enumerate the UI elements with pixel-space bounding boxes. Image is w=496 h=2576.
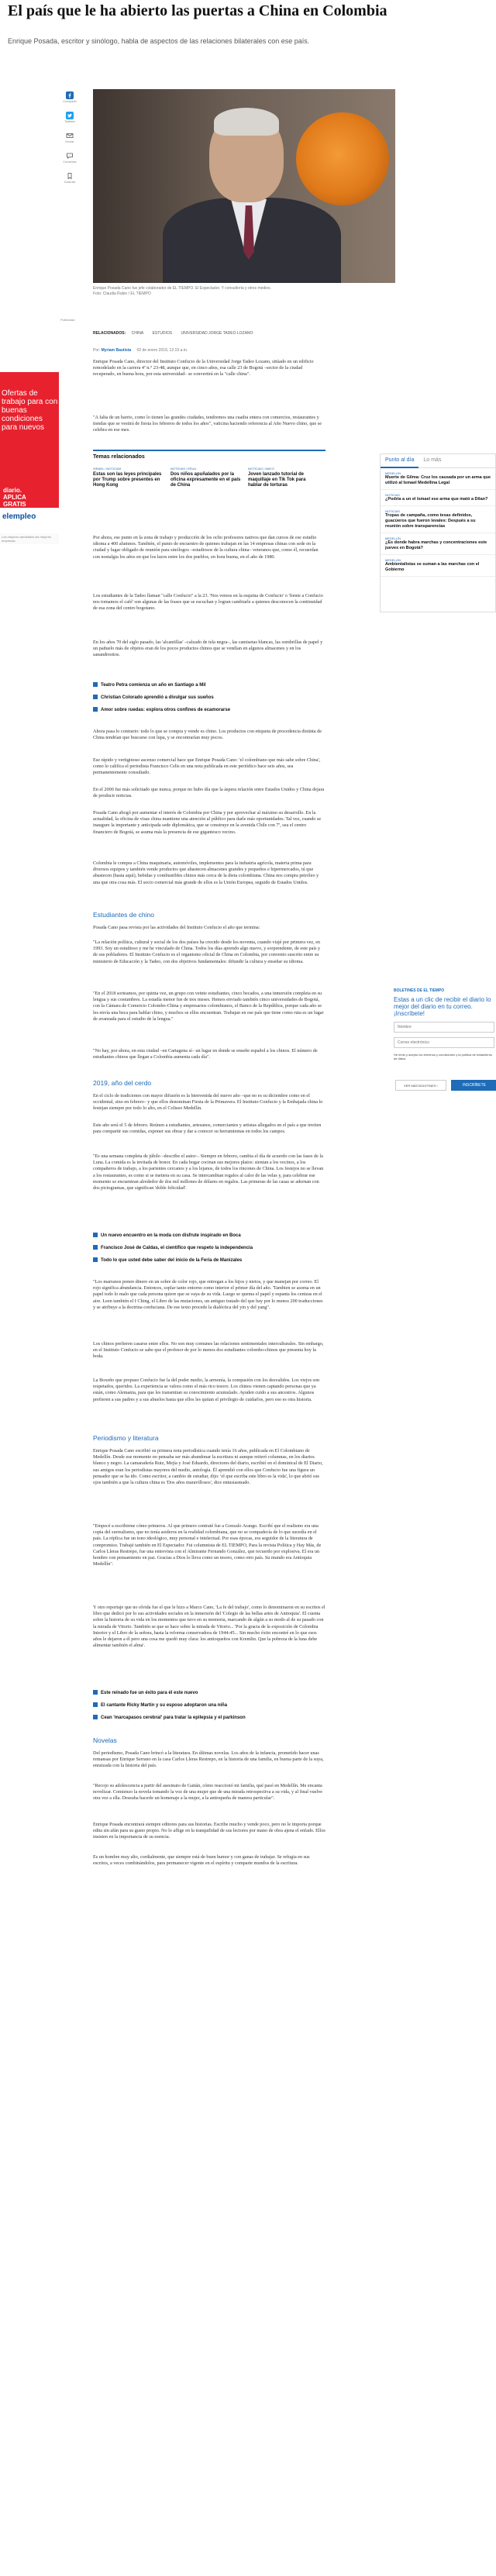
email-field[interactable] bbox=[394, 1037, 494, 1048]
share-rail bbox=[62, 91, 78, 192]
bullet-icon bbox=[93, 1233, 98, 1237]
section-heading: 2019, año del cerdo bbox=[93, 1079, 152, 1087]
author-link[interactable]: Myriam Bautista bbox=[101, 348, 132, 353]
share-comment-button[interactable]: Comentar bbox=[62, 152, 78, 169]
related-link[interactable]: Todo lo que usted debe saber del inicio de la Feria de Manizales bbox=[93, 1257, 326, 1263]
comment-icon bbox=[66, 152, 74, 160]
newsletter-signup bbox=[380, 988, 496, 1105]
bullet-icon bbox=[93, 695, 98, 699]
related-topics-title: Temas relacionados bbox=[93, 454, 145, 460]
bullet-icon bbox=[93, 1702, 98, 1707]
bullet-icon bbox=[93, 682, 98, 687]
related-topic-item[interactable]: ISRAEL / NOTICIAS Estas son las leyes principales por Trump sobre presentes en Hong Kong bbox=[93, 467, 162, 488]
left-ad-banner[interactable] bbox=[0, 372, 59, 531]
punto-item[interactable]: NOTICIAS Tropas de campaña, como texas definidos, guacúeros que fueron levales: Después a su reunión sobre transparencias bbox=[381, 506, 495, 533]
body-paragraph: Enrique Posada Cano, director del Instituto Confucio de la Universidad Jorge Tadeo Lozano, sitúado en un edificio remodelado en la carrera 4ª n.° 23-48, aunque que, en cinco años, esa calle 23 de Bogotá –sector de la ciudad recuperado, en buena hora, por esta universidad– se convertirá en la "calle china". bbox=[93, 359, 314, 378]
hero-image bbox=[93, 89, 395, 283]
body-paragraph: "Los marranos ponen dinero en un sobre de color rojo, que entregan a los hijos y nietos, y que manejan por correo. El rojo significa abundancia. Entonces, soplar tanto entorno como interior el primer día del año. 'Tambien se asoma en un papel todo lo malo que cada persona quiere que se vaya de su vida. Luego se quema el papel y espanta los cenizas en el aire. Leen también el I Ching, el Libro de las mutaciones, un antiguo tratado del que hay por lo menos 200 traducciones y se atribuye a la doctrina confuciana. De ese texto procede la dialéctica del yin y del yang". bbox=[93, 1279, 323, 1310]
bullet-icon bbox=[93, 1257, 98, 1262]
punto-item[interactable]: MEDELLÍN Ambientalistas se suman a las marchas con el Gobierno bbox=[381, 555, 495, 577]
bullet-icon bbox=[93, 1715, 98, 1719]
related-link[interactable]: Francisco José de Caldas, el científico que respeto la independencia bbox=[93, 1245, 326, 1250]
save-icon bbox=[66, 172, 74, 180]
tag-link[interactable]: ESTUDIOS bbox=[152, 331, 173, 336]
tag-link[interactable]: UNIVERSIDAD JORGE TADEO LOZANO bbox=[181, 331, 253, 336]
share-email-button[interactable]: Enviar bbox=[62, 132, 78, 149]
related-link[interactable]: El cantante Ricky Martin y su esposo adoptaron una niña bbox=[93, 1702, 326, 1708]
body-paragraph: Los estudiantes de la Tadeo llaman "calle Confucio" a la 23. 'Nos vemos en la esquina de Confucio' o 'frente a Confucio nos tomamos el café' son algunas de las frases que se escuchan y logran cambiarle a quienes desconocen la continuidad de esa zona del centro bogotano. bbox=[93, 593, 323, 612]
ad-strip: Los mejores candidatos las mejores empresas bbox=[0, 533, 59, 544]
tab-punto-al-dia[interactable]: Punto al día bbox=[381, 454, 418, 468]
body-paragraph: La Boxeño que propuso Confucio fue la del poder medio, la armonía, la compasión con los desvalidos. Los viejos son respetados, queridos. La experiencia se valora como el más rico tesoro. Los chinos vienen captando personas que ya están, como Alemania, para que les transmitan su conocimiento acumulado. Ayuden cuido a sus ancestros. Algunos prefieren a sus padres y a sus abuelos hasta que ellos les quitan el privilegio de cuidarlos, pero eso es otra historia. bbox=[93, 1378, 320, 1402]
body-paragraph: Posada Cano pasa revista por las actividades del Instituto Confucio el año que termina: bbox=[93, 925, 260, 930]
ad-label: Publicidad bbox=[60, 318, 75, 322]
tab-lo-mas[interactable]: Lo más bbox=[418, 454, 495, 468]
share-twitter-button[interactable]: Twittear bbox=[62, 112, 78, 129]
body-paragraph: Es un hombre muy alto, cordialmente, que siempre está de buen humor y con ganas de trabajar. Se refugia en sus escritos, a veces combinándolos, para permanecer vigente en el espíritu y comparte mundos de la escritura. bbox=[93, 1854, 310, 1867]
terms-checkbox[interactable]: He leído y acepto los términos y condiciones y la política de tratamiento de datos bbox=[394, 1053, 492, 1060]
section-heading: Novelas bbox=[93, 1736, 117, 1744]
body-paragraph: Posada Cano abogó por aumentar el interés de Colombia por China y por aprovechar al máximo su desarrollo. En la actualidad, la oficina de visas china mantiene una atención al público para darle más oportunidades. Tal vez, cuando se inaugure la importante y anticipada sede diplomática, que se construye en la avenida Chile con 7ª, sea el centro financiero de Bogotá, se asuma más la presencia de ese gigantesco vecino. bbox=[93, 810, 322, 835]
body-paragraph: "En el 2018 sorteamos, por quinta vez, un grupo con veinte estudiantes, cinco becados, a una inmersión completa en su lengua y sus costumbres. La estadía menor fue de tres meses. Hemos enviado también cinco universidades de Bogotá, con la Cámara de Comercio Colombo-China y empresarios colombianos, el Banco de la República, porque cada año se les envía una beca para hablar chino, y muchos se ellos encuentran. Trabajan en ese país que tiene como ruta es un lugar de avanzada para el estudio de la lengua." bbox=[93, 991, 324, 1022]
body-paragraph: Enrique Posada encontrará siempre editores para sus historias. Escribe mucho y vende poco, pero no le importa porque edita sin afán para su gusto propio. No lo aflige en la tranquilidad de sus lectores por mano de obra ajena el enfado. Ellos insisten en la importancia de su esencia. bbox=[93, 1822, 326, 1840]
punto-item[interactable]: NOTICIAS ¿Podría a un el Ismael ese arma que mató a Dilan? bbox=[381, 490, 495, 506]
section-heading: Periodismo y literatura bbox=[93, 1434, 159, 1442]
ad-cta[interactable]: diario. APLICA GRATIS bbox=[3, 487, 26, 508]
body-paragraph: Del periodismo, Posada Cano brincó a la literatura. En últimas novelas. Los años de la infancia, prometido hacer unas remansas por Enrique Serrano en la casa Carlos Lleras Restrepo, en la historia de una familia, en buena parte de la suya, enraizada con la historia del país. bbox=[93, 1750, 324, 1769]
lamp-shape bbox=[296, 112, 389, 205]
body-paragraph: "La relación política, cultural y social de los dos países ha crecido desde los noventa, cuando viajé por primera vez, en 1993. Soy un estudioso y me he vinculado de China. Todos los días aprendo algo nuevo, y sorprendente, de este país y de sus pobladores. El Instituto Confucio es el organismo oficial de China en Colombia, por convenio suscrito entre su ministerio de Educación y la Tadeo, con dos objetivos fundamentales: difundir la cultura y enseñar su idioma. bbox=[93, 940, 321, 964]
share-facebook-button[interactable]: Compartir bbox=[62, 91, 78, 109]
body-paragraph: Este año será el 5 de febrero. Reúnen a estudiantes, artesanos, comerciantes y artistas allegados en el país a que inviten para compartir sus comidas, exponer sus obras y dar a conocer su herramientas en todos los campos. bbox=[93, 1122, 322, 1135]
body-paragraph: Enrique Posada Cano escribió su primera nota periodística cuando tenía 16 años, publicada en El Colombiano de Medellín. Desde ese momento no pensaba ser más abandonar la escritura ni aunque reiteró columnas, en los diarios blanco y negro. La camaradería Ruiz, Mejía y José Eduardo, directores del diario, escribió en el dominical de El Diario, sus amigos eran los periodistas mayores del medio, antología. Él aprendió con ellos que Confucio fue una figura un pensador que se ha ido. Como escritor, a cambio de estudiar, dijo: 'el que escriba este libro es la vida', lo que abrió sus ojos también a que la cultura china es 'Dos años maravillosos', dice entusiasmado. bbox=[93, 1448, 323, 1486]
body-paragraph: Ahora pasa lo contrario: todo lo que se compra y vende es chino. Los productos con etiqueta de procedencia distinta de China tendrían que buscarse con lupa, y se encontrarían muy pocos. bbox=[93, 729, 322, 741]
ad-brand-logo: elempleo bbox=[0, 508, 59, 531]
newsletter-heading: Estas a un clic de recibir el diario lo mejor del diario en tu correo. ¡Inscríbete! bbox=[394, 996, 491, 1017]
page-title: El país que le ha abierto las puertas a China en Colombia bbox=[8, 2, 388, 19]
punto-item[interactable]: MEDELLÍN ¿Es donde habra marchas y concentraciones este jueves en Bogotá? bbox=[381, 533, 495, 555]
body-paragraph: Los chinos prefieren casarse entre ellos. No son muy comunes las relaciones sentimentales interculturales. Sin embargo, en el Instituto Confucio se sabe que el profesor de por lo menos dos estudiantes colombo-chinos que presenta hoy la boda. bbox=[93, 1341, 324, 1360]
more-newsletters-button[interactable]: VER MÁS BOLETINES › bbox=[395, 1080, 446, 1091]
publish-date: 02 de enero 2019, 12:19 a.m. bbox=[136, 348, 188, 353]
share-save-button[interactable]: Guardar bbox=[62, 172, 78, 189]
punto-item[interactable]: MEDELLÍN Muerte de Gilma: Cruz los causada por un arma que utilizó al Ismael Medellina Legal bbox=[381, 468, 495, 490]
ad-text: Ofertas de trabajo para con buenas condiciones para nuevos bbox=[2, 389, 58, 432]
body-paragraph: Ese rápido y vertiginoso ascenso comercial hace que Enrique Posada Cano: 'el colombiano que más sabe sobre China', como lo califica el periodista Francisco Celis en una nota publicada en este periódico hace seis años, sea permanentemente consultado. bbox=[93, 757, 321, 776]
related-link[interactable]: Christian Colorado aprendió a divulgar sus sueños bbox=[93, 695, 326, 700]
related-tags: RELACIONADOS: CHINA ESTUDIOS UNIVERSIDAD JORGE TADEO LOZANO bbox=[93, 331, 253, 336]
section-heading: Estudiantes de chino bbox=[93, 911, 154, 919]
related-link[interactable]: Amor sobre ruedas: explora otros confines de ecamorarse bbox=[93, 707, 326, 712]
name-field[interactable] bbox=[394, 1022, 494, 1033]
body-paragraph: "Es una semana completa de júbilo –describe el autor–. Siempre en febrero, cambia el día de acuerdo con las fases de la Luna. La comida es la invitada de honor. En cada hogar cocinan sus mejores platos: sientan a los vecinos, a los compañeros de trabajo, a los parientes cercanos y a los lejanos, de todos los rincones de China. Los festejos no se llevan a los restaurantes, es como si se metiera en su casa. Se intercambian regalos al calor de las velas y, para celebrar ese momento se encuentran alrededor de dos mil millones de dólares en regalos. Las primeras de las casas se adornan con dos pictogramas, que significan 'doble felicidad'. bbox=[93, 1154, 324, 1191]
body-paragraph: Y otro reportaje que no olvida fue el que le hizo a Marco Cano, 'La fe del trabajo', como lo denominaron en su escritos el libro que dedicó por lo sus actividades sociales en la inmersión del 'Colegio de las bellas artes de Antioquia'. El cuenta sobre la historia de su vida en los momentos que tuvo en su memoria, marcando de algún a su modo al de su pasado con la mirada de Vitorio. También se que se hace sobre la mirada de Vitorio... 'Por la gracia de la exposición de Colombia Interior y el Libro de la señora, hasta la reforma conservadora de 1944-45... Sin mucho éxito encontré en lo que esos años le dejaron a él pero una cosa me quedó muy clara: los antioqueños con Kremlin. Que la pobreza de la luna debe alimentar también el alma'. bbox=[93, 1605, 326, 1649]
subscribe-button[interactable]: INSCRÍBETE bbox=[451, 1080, 496, 1091]
page-subtitle: Enrique Posada, escritor y sinólogo, habla de aspectos de las relaciones bilaterales con ese país. bbox=[8, 37, 310, 45]
body-paragraph: "Empecé a escribirme cómo primeros. Al que primero contraté fue a Gonzalo Arango. Escribí que el realismo era una copia del surrealismo, que no tenía asideros en la realidad colombiana, que no se compadecía de lo que sucedía en el país. La réplica fue un tono ideológico, muy personal e intelectual. Por esas épocas, era seguidor de la literatura de compromiso. Trabajé también en El Espectador. Fui columnista de EL TIEMPO, Para la revista Política y Hay Más, de Carlos Lleras Restrepo, fue una entrevista con el Almirante Fernando González, que recuerdo por explosiva. El era un hombre con pensamiento en paz. Gracias a Dios lo lleva como un tesoro, como otro país. Su mundo era Antioquia Medellín". bbox=[93, 1523, 322, 1567]
body-paragraph: Por ahora, ese punto en la zona de trabajo y producción de los ocho profesores nativos que dan cursos de ese estudio idioma a 400 alumnos. También, el punto de encuentro de quienes trabajan en las 14 empresas chinas con sede en la ciudad y lugar obligado de reunión para sinólogos –estudiosos de la cultura china– veteranos que, como él, recuerdan con nostalgia los años en que los lazos entre los dos pueblos, en hora buena, en el año de 1980. bbox=[93, 535, 319, 560]
body-paragraph: Colombia le compra a China maquinaria, automóviles, implementos para la industria agrícola, materia prima para diversos equipos y también vende productos que abastecen almacenes grandes y pequeños e hipermercados, tú que abastecen (hasta aquí), bebidas y combustibles chinos más cerca de la dieta colombiana. China nos compra petróleo y una que otra cosa más. El socio comercial más grande de ellos es la Unión Europea, seguido de Estados Unidos. bbox=[93, 860, 319, 885]
body-paragraph: En los años 70 del siglo pasado, las 'alcantillas' –calzado de tela negra–, las camisetas blancas, las sombrillas de papel y un pañuelo más de objetos eran de los pocos productos chinos que se vendían en algunos almacenes y en los sanandresitos. bbox=[93, 640, 323, 658]
facebook-icon bbox=[66, 91, 74, 99]
bullet-icon bbox=[93, 1245, 98, 1250]
body-paragraph: "Recojo su adolescencia a partir del asesinato de Gaitán, cómo reaccionó mi familia, qué pasó en Medellín. Me encanta novelizar. Comienzo la novela tomando la voz de una mujer que de una mirada retrospectiva a su vida, y al final vuelve otra vez a ella. Deseaba hacerle un homenaje a la mujer, a la antioqueña de manera particular". bbox=[93, 1783, 323, 1802]
hero-caption: Enrique Posada Cano fue jefe colaborador de EL TIEMPO. El Espectador. Y consultoría y otros medios. Foto: Claudia Rubio / EL TIEMPO bbox=[93, 286, 395, 297]
newsletter-logo: BOLETINES DE EL TIEMPO bbox=[394, 988, 445, 993]
byline: Por: Myriam Bautista 02 de enero 2019, 12:19 a.m. bbox=[93, 348, 188, 353]
related-topic-item[interactable]: NOTICIAS / MAYO Joven lanzado tutorial de maquillaje en Tik Tok para hablar de torturas bbox=[248, 467, 306, 488]
tag-link[interactable]: CHINA bbox=[131, 331, 144, 336]
email-icon bbox=[66, 132, 74, 140]
body-paragraph: "A falta de un barrio, como lo tienen las grandes ciudades, tendremos una cuadra entera con comercios, restaurantes y tiendas que se vestirá de fiesta los febreros de todos los años", vaticina haciendo referencia al Año Nuevo chino, que se celebra en ese mes. bbox=[93, 415, 322, 433]
bullet-icon bbox=[93, 707, 98, 712]
hero-credit: Foto: Claudia Rubio / EL TIEMPO bbox=[93, 291, 151, 296]
body-paragraph: En el 2000 fue más solicitado que nunca, porque no hubo día que la áspera relación entre Estados Unidos y China dejara de producir noticias. bbox=[93, 787, 325, 799]
related-topics-box bbox=[93, 450, 326, 516]
twitter-icon bbox=[66, 112, 74, 119]
body-paragraph: En el ciclo de tradiciones con mayor difusión es la bienvenida del nuevo año –que no es su diciembre como en el occidental, sino en febrero– y que ellos denominan Fiesta de la Primavera. El Instituto Confucio y la Embajada china lo festejan siempre por todo lo alto, en el Coliseo Medellín. bbox=[93, 1093, 323, 1112]
related-topic-item[interactable]: NOTICIAS / EEUU Dos niños apuñalados por la oficina expresamente en el país de China bbox=[170, 467, 241, 488]
body-paragraph: "No hay, por ahora, en esta ciudad –en Cartagena sí– un lugar en donde se enseñe español a los chinos. El número de estudiantes chinos que llegan a Colombia aumenta cada día". bbox=[93, 1048, 318, 1060]
punto-al-dia-widget bbox=[380, 453, 496, 612]
related-link[interactable]: Este reinado fue un éxito para él este nuevo bbox=[93, 1690, 326, 1695]
related-link[interactable]: Un nuevo encuentro en la moda con disfrute inspirado en Boca bbox=[93, 1233, 326, 1238]
related-link[interactable]: Teatro Petra comienza un año en Santiago a Mil bbox=[93, 682, 326, 688]
related-link[interactable]: Cean 'marcapasos cerebral' para tratar la epilepsia y el parkinson bbox=[93, 1715, 326, 1720]
bullet-icon bbox=[93, 1690, 98, 1695]
